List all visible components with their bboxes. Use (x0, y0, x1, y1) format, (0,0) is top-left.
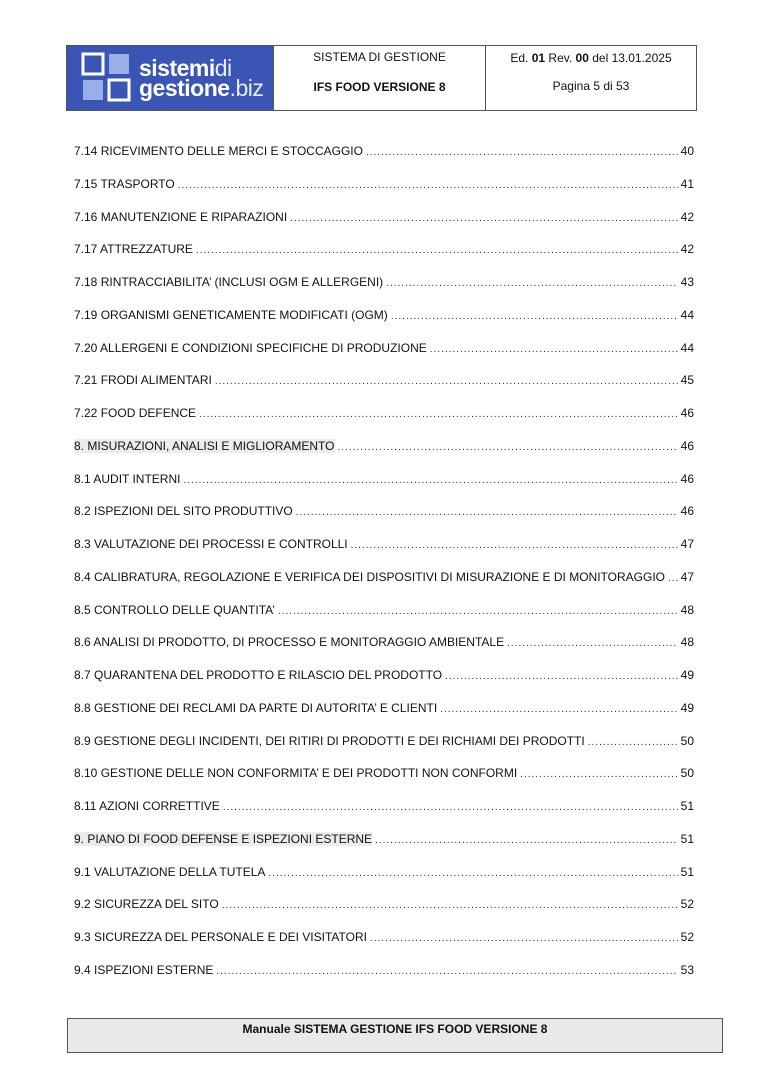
toc-entry[interactable] (74, 865, 694, 898)
toc-leader-dots (391, 311, 678, 322)
toc-entry[interactable] (74, 799, 694, 832)
toc-leader-dots (445, 671, 678, 682)
toc-entry[interactable] (74, 832, 694, 865)
toc-entry[interactable] (74, 177, 694, 210)
toc-entry-page: 44 (680, 307, 694, 322)
toc-entry[interactable] (74, 406, 694, 439)
toc-entry[interactable] (74, 570, 694, 603)
toc-leader-dots (178, 180, 678, 191)
toc-entry-page: 48 (680, 602, 694, 617)
toc-entry-title: 8.7 QUARANTENA DEL PRODOTTO E RILASCIO DEL PRODOTTO (74, 668, 443, 682)
toc-entry-title: 7.16 MANUTENZIONE E RIPARAZIONI (74, 209, 288, 224)
toc-leader-dots (507, 638, 678, 649)
toc-entry-title: 8.10 GESTIONE DELLE NON CONFORMITA’ E DEI PRODOTTI NON CONFORMI (74, 766, 518, 781)
toc-entry-title: 8. MISURAZIONI, ANALISI E MIGLIORAMENTO (74, 438, 335, 453)
toc-entry[interactable] (74, 930, 694, 963)
toc-entry-page: 51 (680, 831, 694, 846)
toc-leader-dots (296, 507, 678, 518)
toc-entry-page: 42 (680, 209, 694, 224)
toc-entry-title: 7.21 FRODI ALIMENTARI (74, 373, 212, 388)
toc-entry-title: 7.22 FOOD DEFENCE (74, 406, 197, 420)
toc-entry[interactable] (74, 341, 694, 374)
standard-label: IFS FOOD VERSIONE 8 (313, 80, 446, 94)
toc-entry-page: 51 (680, 864, 694, 879)
toc-leader-dots (268, 868, 677, 879)
toc-leader-dots (216, 966, 677, 977)
toc-leader-dots (338, 442, 678, 453)
footer-text: Manuale SISTEMA GESTIONE IFS FOOD VERSIONE 8 (242, 1022, 548, 1036)
toc-entry-title: 9.4 ISPEZIONI ESTERNE (74, 962, 214, 977)
toc-leader-dots (375, 835, 678, 846)
toc-leader-dots (183, 475, 677, 486)
toc-entry[interactable] (74, 701, 694, 734)
toc-entry-page: 52 (680, 930, 694, 944)
toc-leader-dots (223, 802, 678, 813)
toc-entry-page: 46 (680, 504, 694, 519)
toc-entry-page: 44 (680, 340, 694, 355)
toc-entry-title: 8.11 AZIONI CORRETTIVE (74, 799, 220, 813)
toc-leader-dots (386, 278, 677, 289)
toc-entry-page: 51 (680, 799, 694, 813)
table-of-contents (74, 144, 694, 996)
toc-entry-title: 7.14 RICEVIMENTO DELLE MERCI E STOCCAGGIO (74, 144, 363, 158)
toc-leader-dots (588, 737, 678, 748)
page-number: Pagina 5 di 53 (552, 79, 630, 93)
toc-entry[interactable] (74, 242, 694, 275)
toc-entry[interactable] (74, 668, 694, 701)
toc-entry-page: 50 (680, 766, 694, 781)
toc-entry[interactable] (74, 603, 694, 636)
toc-entry-title: 8.9 GESTIONE DEGLI INCIDENTI, DEI RITIRI DI PRODOTTI E DEI RICHIAMI DEI PRODOTTI (74, 733, 585, 748)
toc-entry[interactable] (74, 144, 694, 177)
toc-leader-dots (290, 213, 677, 224)
toc-entry-title: 7.20 ALLERGENI E CONDIZIONI SPECIFICHE DI PRODUZIONE (74, 340, 427, 355)
toc-entry[interactable] (74, 210, 694, 243)
toc-entry-title: 7.18 RINTRACCIABILITA’ (INCLUSI OGM E ALLERGENI) (74, 275, 384, 289)
toc-entry-title: 8.6 ANALISI DI PRODOTTO, DI PROCESSO E MONITORAGGIO AMBIENTALE (74, 635, 505, 650)
toc-entry-title: 7.19 ORGANISMI GENETICAMENTE MODIFICATI (OGM) (74, 307, 388, 322)
toc-entry-page: 53 (680, 962, 694, 977)
document-footer (67, 1018, 723, 1053)
toc-entry[interactable] (74, 373, 694, 406)
toc-entry-page: 46 (680, 471, 694, 486)
logo (67, 46, 273, 110)
system-label: SISTEMA DI GESTIONE (313, 50, 446, 64)
toc-leader-dots (440, 704, 677, 715)
logo-wordmark: sistemidi gestione.biz (139, 55, 264, 101)
toc-leader-dots (199, 409, 678, 420)
toc-entry-page: 46 (680, 438, 694, 453)
toc-entry-title: 8.2 ISPEZIONI DEL SITO PRODUTTIVO (74, 504, 293, 519)
toc-leader-dots (520, 769, 677, 780)
toc-entry[interactable] (74, 537, 694, 570)
toc-entry-page: 49 (680, 668, 694, 682)
toc-entry-page: 41 (680, 176, 694, 191)
edition-revision: Ed. 01 Rev. 00 del 13.01.2025 (510, 51, 672, 65)
toc-entry[interactable] (74, 472, 694, 505)
toc-entry-title: 9.3 SICUREZZA DEL PERSONALE E DEI VISITATORI (74, 930, 367, 944)
toc-entry-title: 9.2 SICUREZZA DEL SITO (74, 897, 219, 912)
toc-entry-title: 8.1 AUDIT INTERNI (74, 471, 181, 486)
toc-entry-page: 52 (680, 897, 694, 912)
toc-entry[interactable] (74, 963, 694, 996)
toc-entry-page: 45 (680, 373, 694, 388)
toc-entry[interactable] (74, 766, 694, 799)
toc-entry-page: 50 (680, 733, 694, 748)
toc-entry-page: 47 (680, 569, 694, 584)
toc-leader-dots (370, 933, 678, 944)
toc-entry-page: 49 (680, 700, 694, 715)
toc-entry[interactable] (74, 439, 694, 472)
toc-entry-title: 8.5 CONTROLLO DELLE QUANTITA’ (74, 602, 275, 617)
toc-entry-page: 46 (680, 406, 694, 420)
toc-entry-title: 7.17 ATTREZZATURE (74, 242, 193, 257)
toc-entry[interactable] (74, 504, 694, 537)
toc-entry-title: 8.3 VALUTAZIONE DEI PROCESSI E CONTROLLI (74, 537, 348, 551)
toc-entry[interactable] (74, 734, 694, 767)
toc-leader-dots (668, 573, 678, 584)
toc-leader-dots (196, 245, 678, 256)
toc-entry-page: 48 (680, 635, 694, 650)
toc-entry-page: 42 (680, 242, 694, 257)
toc-leader-dots (278, 606, 678, 617)
logo-squares-icon (81, 52, 133, 104)
toc-leader-dots (430, 344, 678, 355)
toc-entry[interactable] (74, 635, 694, 668)
toc-entry-title: 8.8 GESTIONE DEI RECLAMI DA PARTE DI AUTORITA’ E CLIENTI (74, 700, 438, 715)
document-header (66, 45, 697, 111)
toc-leader-dots (366, 147, 678, 158)
toc-entry-title: 7.15 TRASPORTO (74, 176, 175, 191)
toc-entry-title: 8.4 CALIBRATURA, REGOLAZIONE E VERIFICA DEI DISPOSITIVI DI MISURAZIONE E DI MONITORAGGIO (74, 569, 665, 584)
toc-entry-title: 9. PIANO DI FOOD DEFENSE E ISPEZIONI ESTERNE (74, 831, 373, 846)
toc-leader-dots (215, 376, 678, 387)
toc-entry-page: 47 (680, 537, 694, 551)
toc-entry-title: 9.1 VALUTAZIONE DELLA TUTELA (74, 864, 266, 879)
header-revision-cell (486, 46, 696, 110)
toc-entry-page: 43 (680, 275, 694, 289)
toc-leader-dots (222, 900, 678, 911)
toc-entry[interactable] (74, 275, 694, 308)
toc-entry[interactable] (74, 897, 694, 930)
toc-leader-dots (351, 540, 678, 551)
toc-entry-page: 40 (680, 144, 694, 158)
header-title-cell (273, 46, 486, 110)
toc-entry[interactable] (74, 308, 694, 341)
